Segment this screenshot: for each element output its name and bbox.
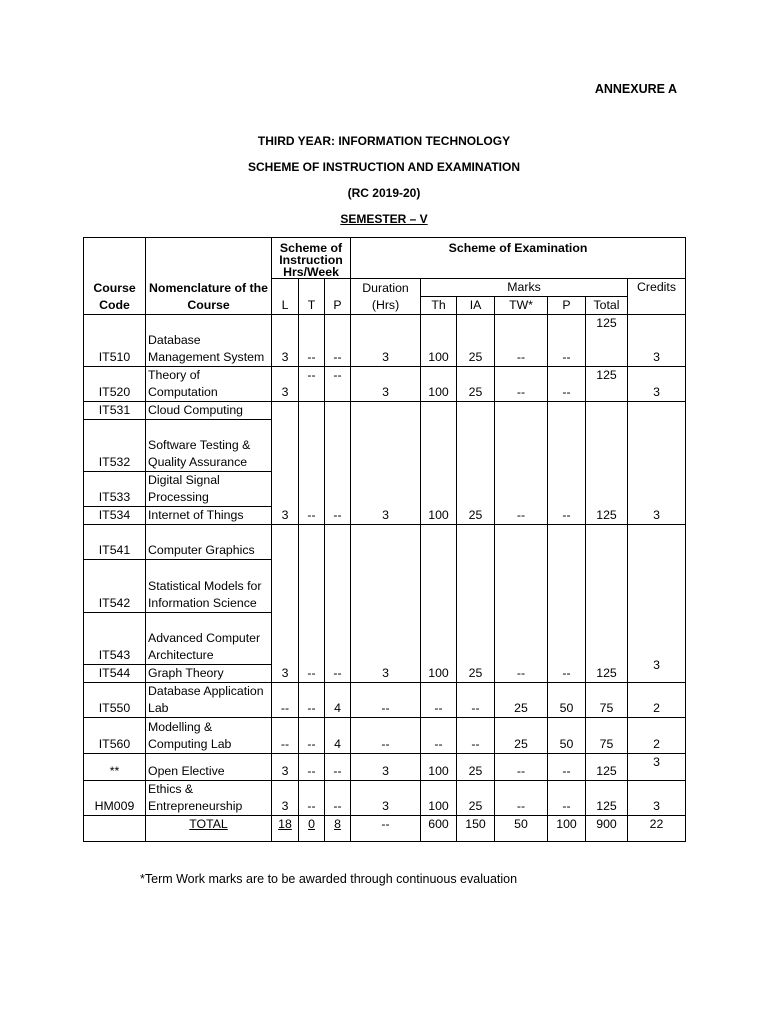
cell-th: 100 [421,781,457,816]
cell-tw: -- [495,402,548,525]
course-code: IT520 [84,367,146,402]
course-code: IT544 [84,665,146,683]
cell-total: 75 [586,683,628,718]
total-code-cell [84,816,146,842]
cell-total: 75 [586,718,628,754]
total-row [84,816,686,842]
header-duration: Duration (Hrs) [351,279,421,315]
header-total: Total [586,297,628,315]
heading-semester: SEMESTER – V [340,212,428,226]
cell-T: -- [299,754,325,781]
table-row [84,781,686,816]
total-L-cell [272,816,299,842]
cell-duration: 3 [351,754,421,781]
total-T-cell [299,816,325,842]
course-name: Statistical Models for Information Science [146,560,272,613]
header-P: P [325,279,351,315]
total-P: 8 [334,817,341,831]
cell-ia: 25 [457,781,495,816]
cell-tw: -- [495,367,548,402]
total-duration: -- [351,816,421,842]
cell-tw: -- [495,525,548,683]
course-code: IT550 [84,683,146,718]
cell-p: -- [548,402,586,525]
header-L: L [272,279,299,315]
cell-P: -- [325,754,351,781]
cell-T: -- [299,525,325,683]
table-row [84,315,686,367]
cell-total: 125 [586,402,628,525]
cell-total: 125 [586,754,628,781]
header-th: Th [421,297,457,315]
cell-T: -- [299,683,325,718]
course-name: Cloud Computing [146,402,272,420]
cell-total: 125 [586,315,628,367]
cell-credits: 3 [628,315,686,367]
cell-tw: -- [495,315,548,367]
course-name: Theory of Computation [146,367,272,402]
cell-duration: 3 [351,525,421,683]
header-course-code: Course Code [84,238,146,315]
header-tw: TW* [495,297,548,315]
cell-th: 100 [421,315,457,367]
total-tw: 50 [495,816,548,842]
course-name: Ethics & Entrepreneurship [146,781,272,816]
header-ia: IA [457,297,495,315]
cell-ia: -- [457,683,495,718]
cell-L: -- [272,683,299,718]
total-T: 0 [308,817,315,831]
cell-th: -- [421,718,457,754]
course-code: IT510 [84,315,146,367]
total-label: TOTAL [189,817,228,831]
total-p: 100 [548,816,586,842]
course-code: IT543 [84,613,146,665]
footnote: *Term Work marks are to be awarded through continuous evaluation [140,872,518,886]
cell-total: 125 [586,525,628,683]
cell-T: -- [299,402,325,525]
cell-T: -- [299,367,325,402]
cell-L: 3 [272,754,299,781]
cell-p: -- [548,754,586,781]
course-code: HM009 [84,781,146,816]
table-row [84,525,686,560]
cell-ia: 25 [457,315,495,367]
total-label-cell [146,816,272,842]
header-examination: Scheme of Examination [351,238,686,279]
course-name: Software Testing & Quality Assurance [146,420,272,472]
course-name: Open Elective [146,754,272,781]
cell-duration: -- [351,683,421,718]
cell-ia: 25 [457,754,495,781]
course-code: IT533 [84,472,146,507]
cell-credits: 3 [628,367,686,402]
cell-credits: 2 [628,718,686,754]
cell-P: 4 [325,683,351,718]
cell-p: -- [548,525,586,683]
heading-scheme: SCHEME OF INSTRUCTION AND EXAMINATION [248,160,520,174]
heading-year: THIRD YEAR: INFORMATION TECHNOLOGY [257,134,511,148]
course-code: IT542 [84,560,146,613]
table-row [84,367,686,402]
cell-credits: 2 [628,683,686,718]
cell-L: 3 [272,367,299,402]
header-p-marks: P [548,297,586,315]
cell-duration: -- [351,718,421,754]
cell-p: 50 [548,718,586,754]
cell-tw: 25 [495,683,548,718]
header-marks: Marks [421,279,628,297]
cell-P: -- [325,525,351,683]
cell-P: -- [325,402,351,525]
header-row-1 [84,238,686,279]
cell-L: 3 [272,315,299,367]
cell-credits: 3 [628,754,686,781]
course-name: Computer Graphics [146,525,272,560]
cell-P: -- [325,367,351,402]
total-L: 18 [278,817,292,831]
cell-th: 100 [421,754,457,781]
cell-tw: -- [495,781,548,816]
total-total: 900 [586,816,628,842]
course-name: Advanced Computer Architecture [146,613,272,665]
scheme-table [83,237,686,842]
course-code: IT541 [84,525,146,560]
course-name: Digital Signal Processing [146,472,272,507]
total-ia: 150 [457,816,495,842]
cell-credits: 3 [628,781,686,816]
cell-th: 100 [421,525,457,683]
header-nomenclature: Nomenclature of the Course [146,238,272,315]
cell-T: -- [299,781,325,816]
cell-th: 100 [421,402,457,525]
course-name: Modelling & Computing Lab [146,718,272,754]
cell-tw: 25 [495,718,548,754]
cell-credits: 3 [628,402,686,525]
annexure-label: ANNEXURE A [594,82,677,96]
cell-tw: -- [495,754,548,781]
cell-L: 3 [272,525,299,683]
total-th: 600 [421,816,457,842]
cell-L: 3 [272,402,299,525]
course-code: IT560 [84,718,146,754]
cell-p: 50 [548,683,586,718]
cell-duration: 3 [351,367,421,402]
total-credits: 22 [628,816,686,842]
course-code: ** [84,754,146,781]
table-row [84,754,686,781]
header-credits: Credits [628,279,686,315]
header-T: T [299,279,325,315]
cell-total: 125 [586,781,628,816]
cell-L: 3 [272,781,299,816]
header-instruction: Scheme of Instruction Hrs/Week [272,238,351,279]
cell-ia: 25 [457,402,495,525]
cell-th: 100 [421,367,457,402]
cell-T: -- [299,315,325,367]
table-row [84,718,686,754]
cell-duration: 3 [351,402,421,525]
cell-duration: 3 [351,315,421,367]
cell-duration: 3 [351,781,421,816]
cell-credits: 3 [628,525,686,683]
cell-ia: -- [457,718,495,754]
cell-P: -- [325,781,351,816]
course-code: IT531 [84,402,146,420]
cell-ia: 25 [457,367,495,402]
table-row [84,402,686,420]
cell-ia: 25 [457,525,495,683]
course-code: IT532 [84,420,146,472]
cell-p: -- [548,781,586,816]
cell-T: -- [299,718,325,754]
course-name: Database Application Lab [146,683,272,718]
cell-P: -- [325,315,351,367]
cell-p: -- [548,315,586,367]
cell-p: -- [548,367,586,402]
total-P-cell [325,816,351,842]
cell-total: 125 [586,367,628,402]
course-name: Database Management System [146,315,272,367]
cell-th: -- [421,683,457,718]
course-name: Internet of Things [146,507,272,525]
heading-rc: (RC 2019-20) [347,186,421,200]
cell-P: 4 [325,718,351,754]
course-name: Graph Theory [146,665,272,683]
table-row [84,683,686,718]
course-code: IT534 [84,507,146,525]
cell-L: -- [272,718,299,754]
